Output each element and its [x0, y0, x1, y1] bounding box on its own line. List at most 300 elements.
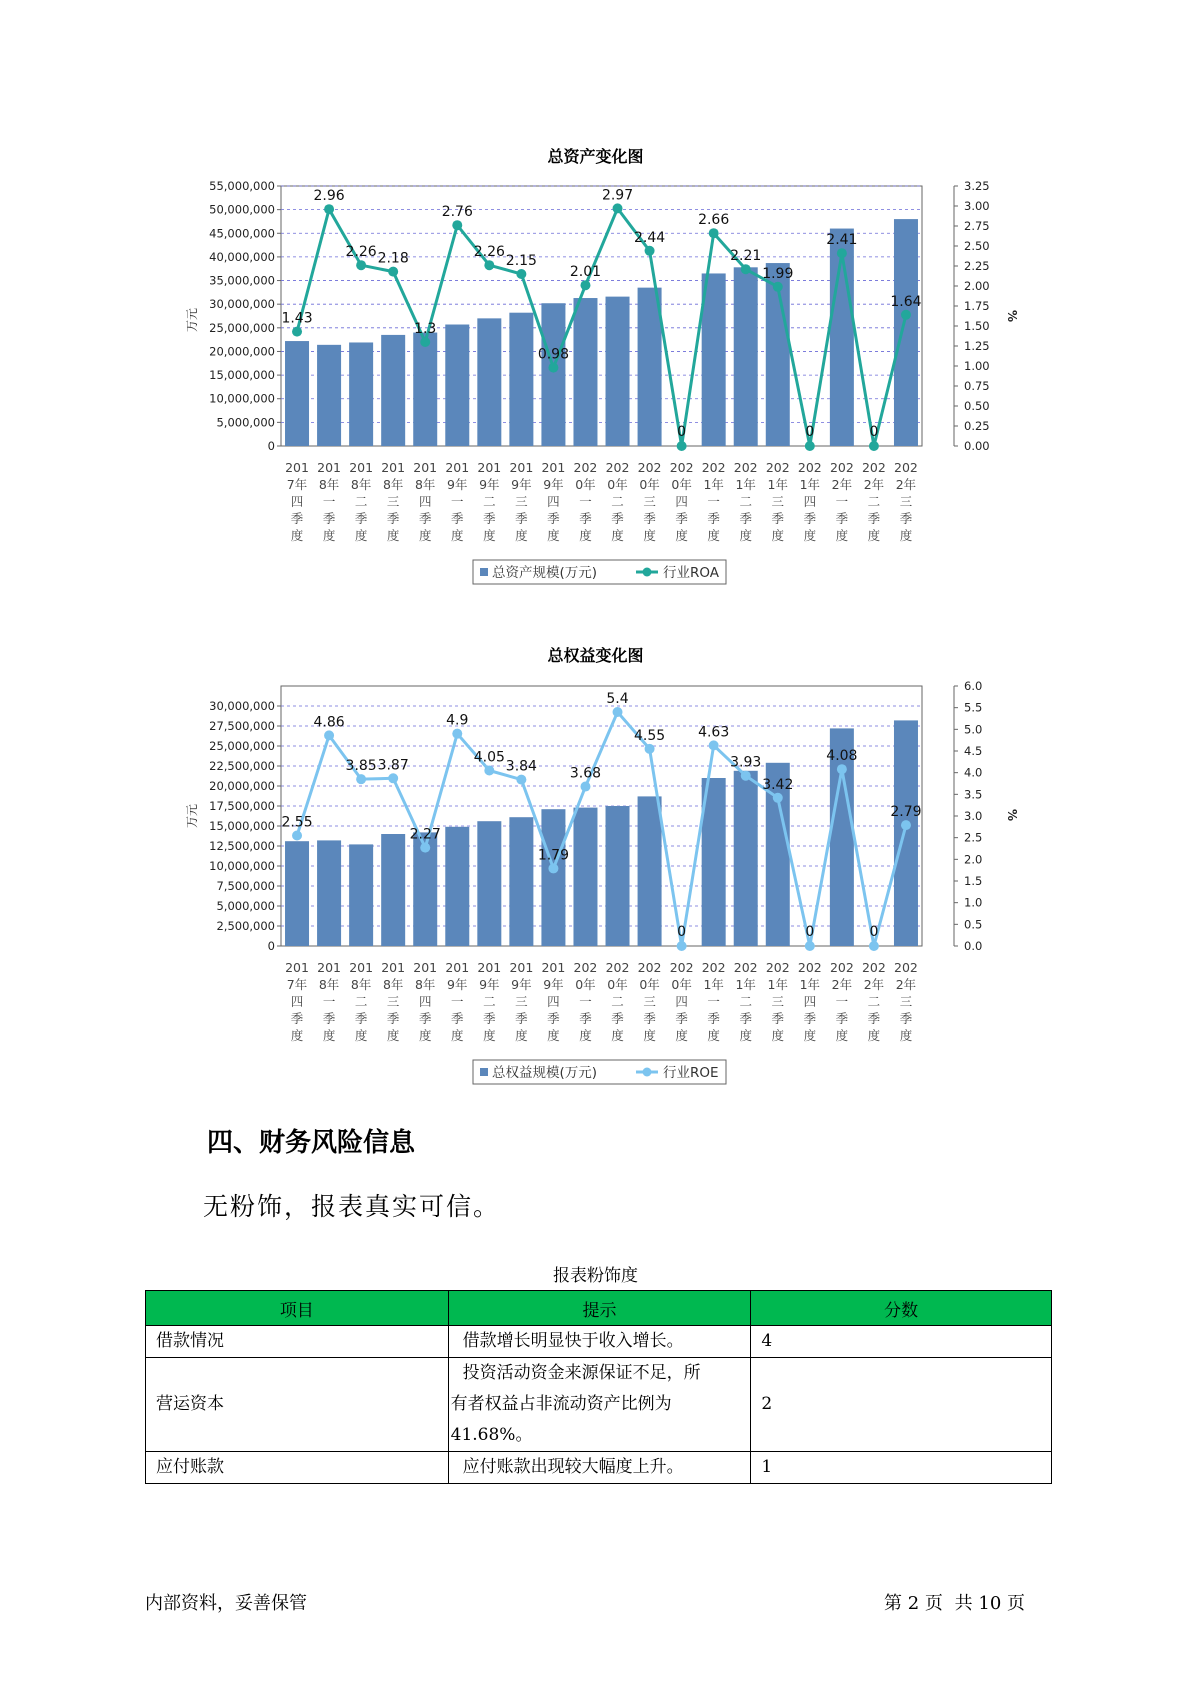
category-label: 四: [675, 994, 688, 1009]
category-label: 季: [515, 511, 528, 526]
category-label: 四: [290, 994, 304, 1009]
data-label: 2.41: [826, 232, 858, 249]
category-label: 二: [739, 994, 752, 1009]
y-tick-label: 5,000,000: [216, 415, 275, 430]
data-label: 2.18: [377, 250, 409, 267]
legend-bar-label: 总资产规模(万元): [492, 565, 598, 581]
series-point: [613, 707, 623, 717]
category-label: 季: [451, 511, 464, 526]
category-label: 度: [515, 1028, 528, 1043]
category-label: 三: [771, 994, 785, 1009]
y2-tick-label: 0.75: [964, 379, 990, 393]
data-label: 2.76: [441, 204, 473, 221]
category-label: 度: [290, 528, 304, 543]
category-label: 度: [867, 528, 881, 543]
category-label: 度: [739, 528, 752, 543]
y-tick-label: 50,000,000: [209, 202, 275, 217]
category-label: 202: [894, 960, 918, 975]
category-label: 0年: [575, 977, 596, 992]
data-label: 0: [869, 924, 879, 940]
category-label: 202: [733, 960, 758, 975]
category-label: 三: [771, 494, 785, 509]
chart-title: 总资产变化图: [547, 147, 644, 166]
cell-item: 借款情况: [146, 1326, 449, 1358]
footer-confidential: 内部资料，妥善保管: [145, 1593, 307, 1614]
category-label: 季: [611, 511, 624, 526]
category-label: 季: [867, 1011, 881, 1026]
category-label: 201: [413, 460, 438, 475]
category-label: 201: [381, 460, 406, 475]
category-label: 1年: [799, 977, 821, 992]
category-label: 9年: [479, 977, 500, 992]
data-label: 0: [805, 924, 815, 940]
plot-area: [281, 686, 922, 946]
hint-line: 应付账款出现较大幅度上升。: [462, 1457, 684, 1477]
category-label: 8年: [382, 477, 404, 492]
risk-table: [145, 1290, 1052, 1484]
category-label: 二: [354, 994, 368, 1009]
category-label: 一: [707, 994, 720, 1009]
data-label: 2.66: [698, 212, 730, 229]
category-label: 四: [547, 494, 560, 509]
category-label: 一: [579, 494, 592, 509]
category-label: 202: [765, 460, 790, 475]
bar: [445, 827, 469, 946]
category-label: 季: [290, 511, 304, 526]
category-label: 季: [611, 1011, 624, 1026]
category-label: 二: [354, 494, 368, 509]
series-point: [869, 941, 879, 951]
category-label: 四: [290, 494, 304, 509]
data-label: 5.4: [606, 691, 629, 707]
category-label: 季: [386, 511, 400, 526]
category-label: 1年: [767, 477, 789, 492]
category-label: 0年: [671, 477, 692, 492]
data-label: 0: [677, 424, 687, 440]
category-label: 度: [386, 528, 400, 543]
series-point: [516, 775, 526, 785]
category-label: 季: [451, 1011, 464, 1026]
category-label: 季: [322, 1011, 336, 1026]
y2-axis-title: %: [1005, 309, 1019, 323]
data-label: 0: [869, 424, 879, 440]
y2-tick-label: 0.25: [964, 419, 990, 433]
category-label: 四: [675, 494, 688, 509]
bar: [477, 821, 501, 946]
data-label: 4.05: [473, 749, 505, 766]
category-label: 201: [477, 460, 502, 475]
category-label: 一: [322, 494, 336, 509]
data-label: 4.9: [446, 712, 469, 729]
data-label: 2.01: [569, 264, 602, 281]
data-label: 1.3: [414, 321, 437, 337]
category-label: 季: [771, 1011, 785, 1026]
category-label: 201: [285, 960, 309, 975]
category-label: 季: [899, 511, 913, 526]
category-label: 201: [413, 960, 438, 975]
category-label: 三: [643, 994, 656, 1009]
series-point: [548, 863, 558, 873]
series-point: [356, 774, 366, 784]
category-label: 一: [707, 494, 720, 509]
data-label: 1.79: [537, 847, 570, 864]
category-label: 四: [803, 994, 817, 1009]
category-label: 度: [771, 1028, 785, 1043]
category-label: 9年: [543, 477, 564, 492]
y-tick-label: 45,000,000: [209, 226, 275, 241]
y-tick-label: 27,500,000: [209, 719, 275, 733]
series-point: [452, 729, 462, 739]
y2-tick-label: 2.75: [964, 219, 990, 233]
category-label: 二: [611, 494, 624, 509]
category-label: 一: [322, 994, 336, 1009]
category-label: 度: [418, 528, 432, 543]
category-label: 季: [418, 511, 432, 526]
category-label: 季: [739, 1011, 752, 1026]
legend-line-label: 行业ROE: [663, 1065, 719, 1081]
data-label: 2.27: [409, 826, 441, 843]
category-label: 季: [547, 511, 560, 526]
category-label: 季: [739, 511, 752, 526]
category-label: 季: [354, 1011, 368, 1026]
category-label: 8年: [318, 977, 340, 992]
category-label: 8年: [350, 477, 372, 492]
category-label: 0年: [607, 477, 628, 492]
category-label: 202: [829, 460, 854, 475]
y-tick-label: 40,000,000: [209, 249, 275, 264]
bar: [573, 808, 597, 946]
category-label: 0年: [639, 977, 660, 992]
category-label: 0年: [607, 977, 628, 992]
category-label: 201: [349, 460, 374, 475]
category-label: 7年: [286, 477, 308, 492]
category-label: 三: [386, 494, 400, 509]
bar: [638, 796, 662, 946]
category-label: 度: [675, 1028, 688, 1043]
category-label: 二: [483, 494, 496, 509]
y-tick-label: 25,000,000: [209, 320, 275, 335]
bar: [894, 720, 918, 946]
series-point: [709, 740, 719, 750]
data-label: 2.44: [633, 229, 666, 246]
category-label: 9年: [447, 477, 468, 492]
category-label: 二: [867, 494, 881, 509]
data-label: 3.42: [762, 776, 794, 793]
data-label: 0: [677, 924, 687, 940]
y-tick-label: 17,500,000: [209, 799, 275, 813]
category-label: 度: [354, 1028, 368, 1043]
category-label: 202: [797, 460, 822, 475]
y2-tick-label: 1.75: [964, 299, 990, 313]
data-label: 3.85: [345, 758, 377, 775]
legend-line-dot: [643, 1068, 652, 1077]
category-label: 度: [322, 528, 336, 543]
category-label: 三: [386, 994, 400, 1009]
y2-tick-label: 3.0: [964, 809, 983, 823]
category-label: 201: [541, 460, 566, 475]
category-label: 8年: [414, 977, 436, 992]
y2-tick-label: 2.50: [964, 239, 990, 253]
y2-tick-label: 1.00: [964, 359, 990, 373]
category-label: 度: [643, 528, 656, 543]
category-label: 季: [803, 1011, 817, 1026]
y2-tick-label: 3.25: [964, 179, 990, 193]
category-label: 度: [899, 1028, 913, 1043]
category-label: 度: [483, 1028, 496, 1043]
category-label: 201: [509, 960, 534, 975]
category-label: 度: [354, 528, 368, 543]
category-label: 度: [547, 1028, 560, 1043]
category-label: 季: [515, 1011, 528, 1026]
category-label: 202: [669, 960, 694, 975]
bar: [509, 817, 533, 946]
category-label: 202: [733, 460, 758, 475]
series-point: [901, 820, 911, 830]
y2-tick-label: 0.0: [964, 939, 983, 953]
data-label: 2.21: [730, 248, 762, 265]
y-tick-label: 30,000,000: [209, 297, 275, 312]
page-current: 第 2 页: [884, 1593, 943, 1614]
category-label: 8年: [318, 477, 340, 492]
y-tick-label: 15,000,000: [209, 368, 275, 383]
category-label: 2年: [895, 977, 917, 992]
cell-hint: [448, 1326, 751, 1358]
data-label: 1.99: [762, 265, 794, 282]
category-label: 202: [894, 460, 918, 475]
category-label: 1年: [767, 977, 789, 992]
series-point: [677, 941, 687, 951]
table-row: [146, 1358, 1052, 1452]
data-label: 0.98: [537, 346, 570, 363]
series-point: [292, 831, 302, 841]
category-label: 度: [803, 1028, 817, 1043]
data-label: 3.84: [505, 758, 537, 775]
category-label: 度: [579, 528, 592, 543]
category-label: 201: [445, 460, 470, 475]
category-label: 1年: [799, 477, 821, 492]
category-label: 度: [322, 1028, 336, 1043]
data-label: 0: [805, 424, 815, 440]
series-point: [388, 773, 398, 783]
category-label: 度: [707, 528, 720, 543]
category-label: 季: [643, 1011, 656, 1026]
category-label: 202: [669, 460, 694, 475]
table-row: [146, 1326, 1052, 1358]
y-tick-label: 0: [267, 939, 275, 953]
data-label: 3.87: [377, 757, 409, 774]
cell-score: 2: [751, 1358, 1052, 1452]
category-label: 一: [451, 994, 464, 1009]
series-point: [420, 843, 430, 853]
category-label: 202: [605, 460, 630, 475]
column-header: 分数: [751, 1291, 1052, 1326]
category-label: 四: [803, 494, 817, 509]
y-tick-label: 20,000,000: [209, 779, 275, 793]
y2-tick-label: 4.0: [964, 765, 983, 780]
category-label: 度: [386, 1028, 400, 1043]
y-tick-label: 7,500,000: [216, 879, 275, 893]
category-label: 2年: [863, 477, 885, 492]
category-label: 2年: [831, 477, 853, 492]
y2-tick-label: 5.0: [964, 722, 983, 737]
y-tick-label: 15,000,000: [209, 819, 275, 833]
category-label: 季: [547, 1011, 560, 1026]
category-label: 度: [451, 528, 464, 543]
category-label: 季: [707, 511, 720, 526]
y2-tick-label: 1.50: [964, 319, 990, 333]
category-label: 201: [381, 960, 406, 975]
category-label: 202: [573, 960, 598, 975]
category-label: 季: [483, 511, 496, 526]
data-label: 2.15: [505, 253, 537, 269]
y2-tick-label: 5.5: [964, 700, 983, 715]
category-label: 一: [579, 994, 592, 1009]
hint-line: 41.68%。: [450, 1425, 533, 1445]
category-label: 度: [290, 1028, 304, 1043]
category-label: 201: [541, 960, 566, 975]
category-label: 季: [675, 511, 688, 526]
category-label: 季: [771, 511, 785, 526]
series-point: [837, 764, 847, 774]
category-label: 202: [701, 960, 726, 975]
category-label: 四: [418, 994, 432, 1009]
footer-page-number: [884, 1589, 1031, 1615]
cell-item: 营运资本: [146, 1358, 449, 1452]
column-header: 提示: [448, 1291, 751, 1326]
y2-tick-label: 2.5: [964, 830, 983, 845]
y-tick-label: 20,000,000: [209, 344, 275, 359]
section-body: 无粉饰，报表真实可信。: [203, 1192, 501, 1221]
category-label: 季: [418, 1011, 432, 1026]
category-label: 一: [835, 494, 849, 509]
hint-line: 借款增长明显快于收入增长。: [462, 1331, 684, 1351]
bar: [606, 806, 630, 946]
category-label: 度: [899, 528, 913, 543]
cell-score: 1: [751, 1452, 1052, 1484]
category-label: 2年: [831, 977, 853, 992]
y2-tick-label: 1.5: [964, 874, 983, 888]
category-label: 度: [835, 528, 849, 543]
category-label: 9年: [479, 477, 500, 492]
category-label: 四: [418, 494, 432, 509]
cell-hint: [448, 1358, 751, 1452]
category-label: 一: [835, 994, 849, 1009]
y2-tick-label: 2.0: [964, 852, 983, 867]
category-label: 度: [611, 528, 624, 543]
category-label: 8年: [382, 977, 404, 992]
y2-axis-title: %: [1005, 808, 1019, 822]
category-label: 二: [483, 994, 496, 1009]
category-label: 度: [867, 1028, 881, 1043]
data-label: 4.08: [826, 748, 858, 765]
data-label: 1.43: [281, 310, 313, 327]
bar: [381, 834, 405, 946]
category-label: 季: [322, 511, 336, 526]
category-label: 202: [765, 960, 790, 975]
y-tick-label: 0: [267, 439, 275, 453]
category-label: 季: [579, 1011, 592, 1026]
category-label: 201: [317, 460, 342, 475]
y-axis-title: 万元: [185, 803, 199, 829]
category-label: 度: [739, 1028, 752, 1043]
y2-tick-label: 3.00: [964, 199, 990, 213]
category-label: 一: [451, 494, 464, 509]
category-label: 三: [515, 494, 528, 509]
y-axis-title: 万元: [185, 307, 199, 333]
y-tick-label: 10,000,000: [209, 391, 275, 406]
category-label: 202: [701, 460, 726, 475]
category-label: 2年: [895, 477, 917, 492]
y2-tick-label: 0.50: [964, 399, 990, 413]
category-label: 季: [483, 1011, 496, 1026]
category-label: 202: [637, 460, 662, 475]
category-label: 202: [797, 960, 822, 975]
page-total: 共 10 页: [954, 1593, 1025, 1614]
category-label: 202: [573, 460, 598, 475]
category-label: 9年: [447, 977, 468, 992]
category-label: 201: [349, 960, 374, 975]
category-label: 9年: [543, 977, 564, 992]
category-label: 201: [509, 460, 534, 475]
category-label: 季: [835, 511, 849, 526]
category-label: 度: [771, 528, 785, 543]
category-label: 季: [867, 511, 881, 526]
series-point: [645, 744, 655, 754]
y-tick-label: 30,000,000: [209, 699, 275, 713]
data-label: 1.64: [890, 293, 922, 310]
data-label: 4.55: [633, 727, 666, 744]
category-label: 季: [899, 1011, 913, 1026]
table-header-row: [146, 1291, 1052, 1326]
y2-tick-label: 4.5: [964, 744, 983, 758]
series-point: [741, 771, 751, 781]
y2-tick-label: 6.0: [964, 679, 983, 693]
category-label: 度: [803, 528, 817, 543]
category-label: 季: [290, 1011, 304, 1026]
legend-bar-swatch: [480, 1068, 488, 1076]
category-label: 季: [354, 511, 368, 526]
category-label: 度: [579, 1028, 592, 1043]
y-tick-label: 25,000,000: [209, 739, 275, 753]
legend-bar-label: 总权益规模(万元): [492, 1065, 598, 1081]
category-label: 201: [445, 960, 470, 975]
category-label: 二: [739, 494, 752, 509]
category-label: 季: [643, 511, 656, 526]
y-tick-label: 5,000,000: [216, 899, 275, 913]
y-tick-label: 12,500,000: [209, 839, 275, 853]
category-label: 201: [317, 960, 342, 975]
category-label: 度: [483, 528, 496, 543]
category-label: 季: [386, 1011, 400, 1026]
hint-line: 有者权益占非流动资产比例为: [450, 1394, 672, 1414]
category-label: 202: [861, 960, 886, 975]
section-heading: 四、财务风险信息: [207, 1128, 416, 1158]
y2-tick-label: 3.5: [964, 787, 983, 802]
data-label: 4.63: [698, 724, 730, 741]
y-tick-label: 55,000,000: [209, 179, 275, 193]
data-label: 2.97: [601, 187, 634, 204]
table-row: [146, 1452, 1052, 1484]
category-label: 三: [899, 994, 913, 1009]
category-label: 201: [285, 460, 309, 475]
table-caption: 报表粉饰度: [553, 1266, 638, 1286]
series-point: [484, 766, 494, 776]
category-label: 三: [899, 494, 913, 509]
category-label: 0年: [639, 477, 660, 492]
cell-item: 应付账款: [146, 1452, 449, 1484]
data-label: 2.26: [473, 244, 505, 261]
category-label: 201: [477, 960, 502, 975]
